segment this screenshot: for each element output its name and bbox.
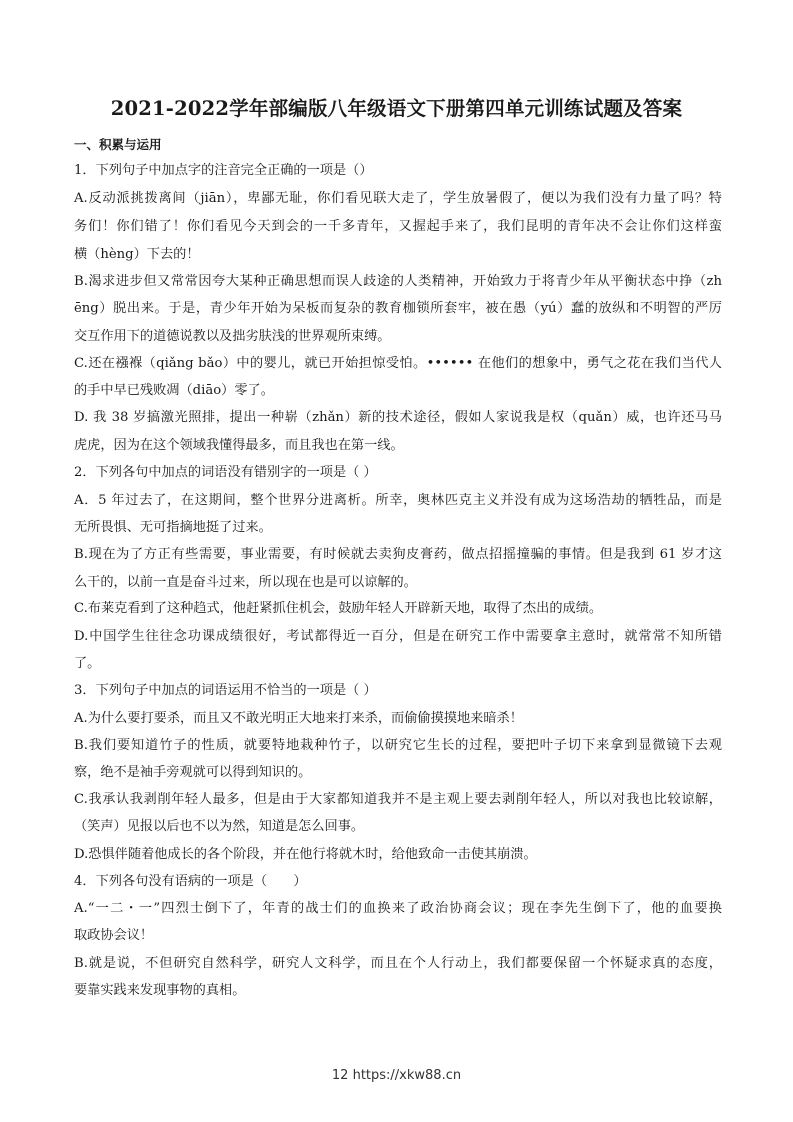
question-2-option-a-line-1: A．5 年过去了，在这期间，整个世界分进离析。所幸，奥林匹克主义并没有成为这场浩劫的牺牲品，而是 (74, 493, 722, 508)
question-1-option-b-line-1: B.渴求进步但又常常因夸大某种正确思想而误人歧途的人类精神，开始致力于将青少年从平衡状态中挣（zh (74, 274, 722, 289)
question-1-stem: 1．下列句子中加点字的注音完全正确的一项是（） (74, 163, 373, 178)
question-1-option-b-line-2: ēng）脱出来。于是，青少年开始为呆板而复杂的教育枷锁所套牢，被在愚（yú）蠢的放纵和不明智的严厉 (74, 301, 722, 316)
question-3-option-a: A.为什么要打要杀，而且又不敢光明正大地来打来杀，而偷偷摸摸地来暗杀！ (74, 711, 523, 726)
document-title: 2021-2022学年部编版八年级语文下册第四单元训练试题及答案 (110, 97, 683, 120)
question-2-option-b-line-1: B.现在为了方正有些需要，事业需要，有时候就去卖狗皮膏药，做点招摇撞骗的事情。但是我到 61 岁才这 (74, 547, 722, 562)
question-1-option-c-line-2: 的手中早已残败凋（diāo）零了。 (74, 383, 274, 398)
section-heading: 一、积累与运用 (74, 137, 162, 152)
question-1-option-b-line-3: 交互作用下的道德说教以及拙劣肤浅的世界观所束缚。 (74, 329, 391, 344)
question-3-stem: 3．下列句子中加点的词语运用不恰当的一项是（ ） (74, 683, 377, 698)
question-2-option-b-line-2: 么干的，以前一直是奋斗过来，所以现在也是可以谅解的。 (74, 575, 417, 590)
question-1-option-a-line-1: A.反动派挑拨离间（jiān），卑鄙无耻，你们看见联大走了，学生放暑假了，便以为我们没有力量了吗？特 (74, 191, 722, 206)
question-1-option-a-line-2: 务们！你们错了！你们看见今天到会的一千多青年，又握起手来了，我们昆明的青年决不会让你们这样蛮 (74, 219, 722, 234)
question-1-option-c-line-1: C.还在襁褓（qiǎng bǎo）中的婴儿，就已开始担惊受怕。•••••• 在他们的想象中，勇气之花在我们当代人 (74, 356, 722, 371)
question-2-stem: 2．下列各句中加点的词语没有错别字的一项是（ ） (74, 465, 377, 480)
question-3-option-c-line-2: （笑声）见报以后也不以为然，知道是怎么回事。 (74, 819, 365, 834)
question-1-option-a-line-3: 横（hèng）下去的！ (74, 247, 200, 262)
question-4-stem: 4．下列各句没有语病的一项是（ ） (74, 874, 307, 889)
question-4-option-b-line-2: 要靠实践来发现事物的真相。 (74, 983, 246, 998)
question-1-option-d-line-2: 虎虎，因为在这个领域我懂得最多，而且我也在第一线。 (74, 438, 404, 453)
question-3-option-c-line-1: C.我承认我剥削年轻人最多，但是由于大家都知道我并不是主观上要去剥削年轻人，所以对我也比较谅解， (74, 792, 722, 807)
question-2-option-a-line-2: 无所畏惧、无可指摘地挺了过来。 (74, 520, 272, 535)
question-1-option-d-line-1: D. 我 38 岁搞激光照排，提出一种崭（zhǎn）新的技术途径，假如人家说我是权（quǎn）威，也许还马马 (74, 410, 722, 425)
question-3-option-b-line-2: 察，绝不是袖手旁观就可以得到知识的。 (74, 765, 312, 780)
question-2-option-c: C.布莱克看到了这种趋式，他赶紧抓住机会，鼓励年轻人开辟新天地，取得了杰出的成绩。 (74, 601, 603, 616)
question-3-option-b-line-1: B.我们要知道竹子的性质，就要特地栽种竹子，以研究它生长的过程，要把叶子切下来拿到显微镜下去观 (74, 738, 722, 753)
question-4-option-b-line-1: B.就是说，不但研究自然科学，研究人文科学，而且在个人行动上，我们都要保留一个怀疑求真的态度， (74, 956, 722, 971)
question-4-option-a-line-2: 取政协会议！ (74, 928, 154, 943)
question-4-option-a-line-1: A.“一二・一”四烈士倒下了，年青的战士们的血换来了政治协商会议；现在李先生倒下了，他的血要换 (74, 901, 722, 916)
question-2-option-d-line-2: 了。 (74, 656, 101, 671)
page-footer: 12 https://xkw88.cn (331, 1068, 462, 1083)
question-3-option-d: D.恐惧伴随着他成长的各个阶段，并在他行将就木时，给他致命一击使其崩溃。 (74, 847, 537, 862)
question-2-option-d-line-1: D.中国学生往往念功课成绩很好，考试都得近一百分，但是在研究工作中需要拿主意时，就常常不知所错 (74, 629, 722, 644)
